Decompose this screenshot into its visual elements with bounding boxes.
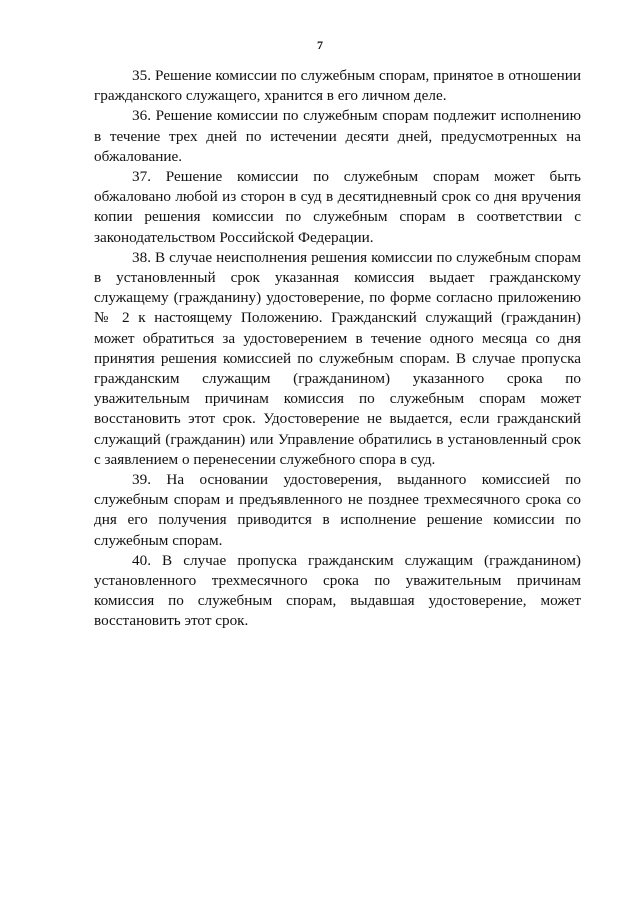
paragraph-39: 39. На основании удостоверения, выданного комиссией по служебным спорам и предъявленного не позднее трехмесячного срока со дня его получения приводится в исполнение решение комиссии по служебным спорам.	[94, 471, 581, 549]
page-number: 7	[317, 38, 323, 52]
document-body	[94, 66, 581, 632]
paragraph-35: 35. Решение комиссии по служебным спорам, принятое в отношении гражданского служащего, хранится в его личном деле.	[94, 67, 581, 105]
paragraph-40: 40. В случае пропуска гражданским служащим (гражданином) установленного трехмесячного срока по уважительным причинам комиссия по служебным спорам, выдавшая удостоверение, может восстановить этот срок.	[94, 551, 581, 630]
paragraph-36: 36. Решение комиссии по служебным спорам подлежит исполнению в течение трех дней по истечении десяти дней, предусмотренных на обжалование.	[94, 107, 581, 165]
paragraph-38: 38. В случае неисполнения решения комиссии по служебным спорам в установленный срок указанная комиссия выдает гражданскому служащему (гражданину) удостоверение, по форме согласно приложению № 2 к настоящему Положению. Гражданский служащий (гражданин) может обратиться за удостоверением в течение одного месяца со дня принятия решения комиссией по служебным спорам. В случае пропуска гражданским служащим (гражданином) указанного срока по уважительным причинам комиссия по служебным спорам может восстановить этот срок. Удостоверение не выдается, если гражданский служащий (гражданин) или Управление обратились в установленный срок с заявлением о перенесении служебного спора в суд.	[94, 248, 581, 468]
paragraph-37: 37. Решение комиссии по служебным спорам может быть обжаловано любой из сторон в суд в десятидневный срок со дня вручения копии решения комиссии по служебным спорам в соответствии с законодательством Российской Федерации.	[94, 168, 581, 246]
